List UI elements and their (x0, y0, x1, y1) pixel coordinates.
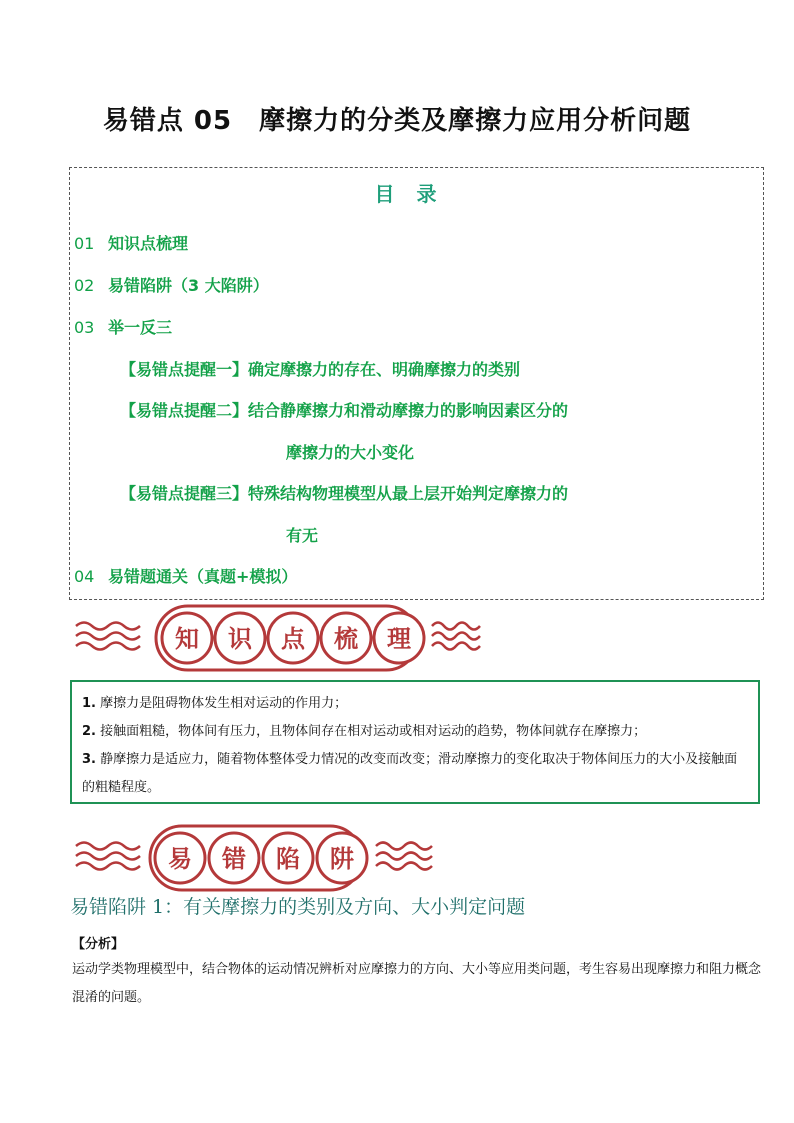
page-title: 易错点 05 摩擦力的分类及摩擦力应用分析问题 (102, 106, 692, 136)
banner-knowledge (70, 602, 490, 674)
knowledge-item-1: 1. 摩擦力是阻碍物体发生相对运动的作用力； (82, 696, 348, 711)
toc-tip-3[interactable]: 【易错点提醒三】特殊结构物理模型从最上层开始判定摩擦力的 (120, 484, 569, 503)
toc-item-03[interactable]: 03 举一反三 (74, 318, 173, 337)
toc-item-04[interactable]: 04 易错题通关（真题+模拟） (74, 567, 298, 586)
banner-traps (70, 822, 440, 894)
banner-knowledge-art (70, 602, 490, 674)
toc-heading: 目录 (374, 182, 459, 206)
banner-char-2: 识 (228, 625, 252, 653)
wave-right-icon (376, 843, 432, 870)
knowledge-box (70, 680, 760, 804)
banner-char-5: 理 (387, 625, 411, 653)
banner2-char-2: 错 (222, 845, 246, 873)
toc-tip-1[interactable]: 【易错点提醒一】确定摩擦力的存在、明确摩擦力的类别 (120, 360, 521, 379)
wave-right-icon (432, 623, 480, 650)
wave-left-icon (76, 843, 140, 870)
toc-tip-2-cont: 摩擦力的大小变化 (286, 443, 415, 462)
banner-char-1: 知 (175, 625, 199, 653)
banner2-char-3: 陷 (276, 845, 300, 873)
trap1-title: 易错陷阱 1：有关摩擦力的类别及方向、大小判定问题 (70, 896, 526, 918)
table-of-contents (69, 167, 764, 600)
banner-traps-art (70, 822, 440, 894)
wave-left-icon (76, 623, 140, 650)
knowledge-item-2: 2. 接触面粗糙，物体间有压力，且物体间存在相对运动或相对运动的趋势，物体间就存在摩擦力； (82, 724, 647, 739)
toc-item-01[interactable]: 01 知识点梳理 (74, 234, 189, 253)
toc-tip-2[interactable]: 【易错点提醒二】结合静摩擦力和滑动摩擦力的影响因素区分的 (120, 401, 569, 420)
knowledge-item-3: 3. 静摩擦力是适应力，随着物体整体受力情况的改变而改变；滑动摩擦力的变化取决于物体间压力的大小及接触面的粗糙程度。 (82, 752, 738, 795)
banner-char-3: 点 (281, 625, 305, 653)
banner2-char-4: 阱 (330, 845, 354, 873)
banner2-char-1: 易 (168, 845, 192, 873)
toc-tip-3-cont: 有无 (286, 526, 319, 545)
analysis-text: 运动学类物理模型中，结合物体的运动情况辨析对应摩擦力的方向、大小等应用类问题，考生容易出现摩擦力和阻力概念混淆的问题。 (72, 962, 762, 1005)
banner-char-4: 梳 (334, 625, 358, 653)
toc-item-02[interactable]: 02 易错陷阱（3 大陷阱） (74, 276, 269, 295)
analysis-label: 【分析】 (72, 937, 125, 952)
